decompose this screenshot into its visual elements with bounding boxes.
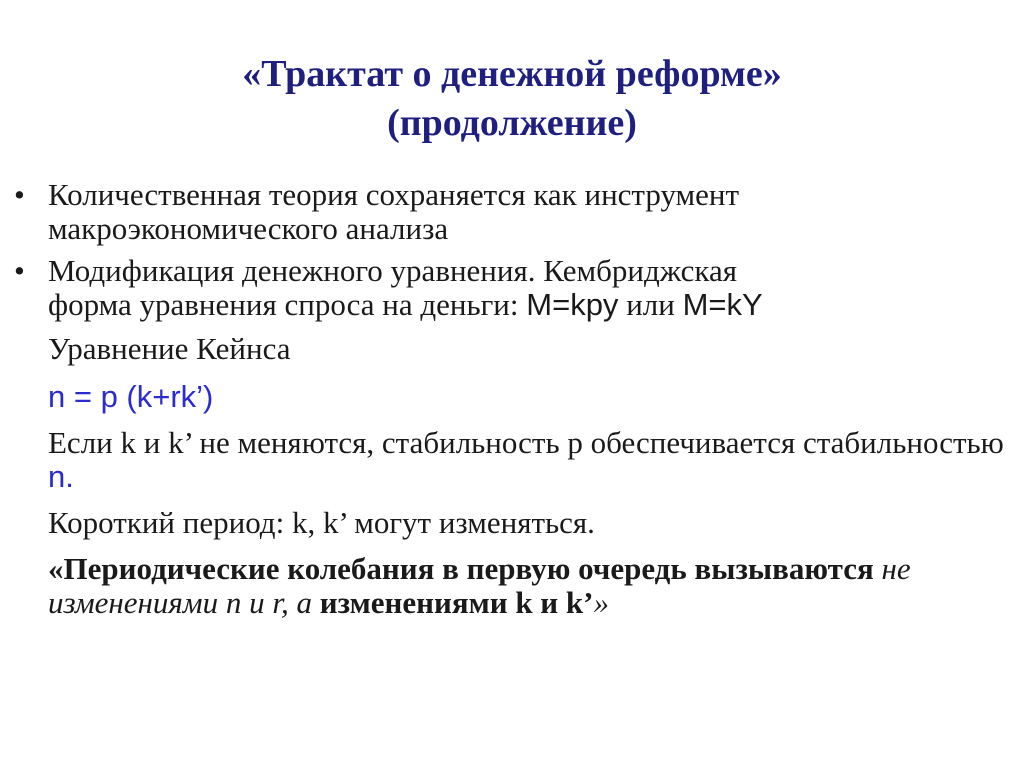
stability-n: n.: [48, 459, 74, 494]
title-line-2: (продолжение): [387, 102, 637, 144]
quote-closing: »: [593, 585, 609, 620]
quote-italic-middle: не изменениями n и r, а: [48, 551, 911, 620]
bullet-item-equation-modification: [10, 254, 1014, 322]
keynes-equation-label: Уравнение Кейнса: [48, 331, 291, 366]
slide-content: [10, 178, 1014, 620]
stability-paragraph: [10, 426, 1014, 494]
slide-title: [0, 50, 1024, 148]
cambridge-formula-2: M=kY: [682, 287, 763, 322]
keynes-equation-formula: n = p (k+rk’): [48, 379, 214, 414]
title-line-1: «Трактат о денежной реформе»: [242, 53, 782, 95]
bullet-marker: •: [14, 177, 25, 212]
bullet-text-line-1: Модификация денежного уравнения. Кембриджская: [48, 253, 737, 288]
bullet-text: Количественная теория сохраняется как инструмент макроэкономического анализа: [48, 177, 740, 246]
keynes-quote: [10, 552, 1014, 620]
short-period-paragraph: Короткий период: k, k’ могут изменяться.: [48, 505, 595, 540]
bullet-marker: •: [14, 253, 25, 288]
formula-connector: или: [618, 287, 683, 322]
bullet-text-prefix: форма уравнения спроса на деньги:: [48, 287, 527, 322]
bullet-item-quantity-theory: [10, 178, 1014, 246]
quote-bold-start: «Периодические колебания в первую очередь вызываются: [48, 551, 874, 586]
quote-bold-end: изменениями k и k’: [311, 585, 594, 620]
bullet-text-line-2: [48, 288, 1014, 322]
stability-text: Если k и k’ не меняются, стабильность р обеспечивается стабильностью: [48, 425, 1004, 460]
cambridge-formula-1: M=kpy: [526, 287, 619, 322]
